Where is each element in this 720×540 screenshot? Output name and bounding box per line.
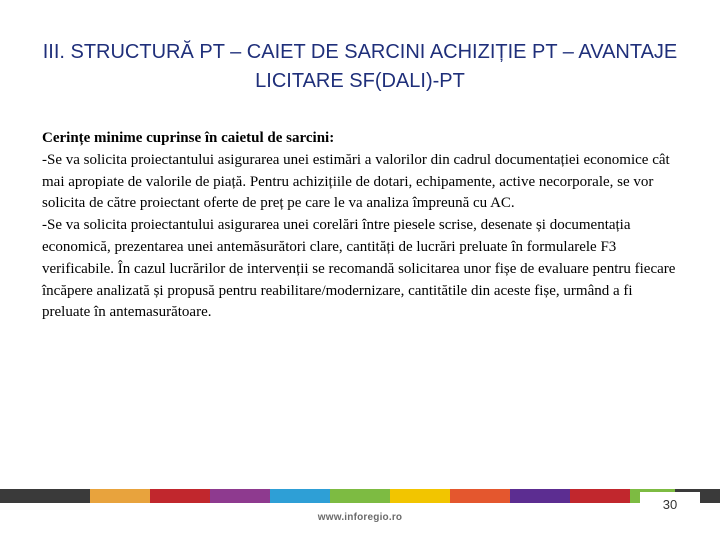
stripe-segment [570, 489, 630, 503]
requirement-paragraph-1: -Se va solicita proiectantului asigurarea unei estimări a valorilor din cadrul documentației economice cât mai apropiate de valorile de piață. Pentru achizițiile de dotari, echipamente, active necorporale, se vor solicita de către proiectant oferte de preț pe care le va analiza împreună cu AC. [42, 151, 670, 212]
stripe-segment [0, 489, 90, 503]
stripe-segment [270, 489, 330, 503]
requirement-paragraph-2: -Se va solicita proiectantului asigurarea unei corelări între piesele scrise, desenate și documentația economică, prezentarea unei antemăsurători clare, cantități de lucrări preluate în formularele F3 verificabile. În cazul lucrărilor de intervenții se recomandă solicitarea unor fișe de evaluare pentru fiecare încăpere analizată și propusă pentru reabilitare/modernizare, cantitătile din aceste fișe, urmând a fi preluate în antemasurătoare. [42, 217, 676, 321]
requirements-heading: Cerințe minime cuprinse în caietul de sarcini: [42, 130, 335, 146]
stripe-segment [210, 489, 270, 503]
footer-color-stripe [0, 489, 720, 503]
slide-title: III. STRUCTURĂ PT – CAIET DE SARCINI ACHIZIȚIE PT – AVANTAJE LICITARE SF(DALI)-PT [42, 41, 678, 92]
slide-body [42, 128, 682, 324]
stripe-segment [450, 489, 510, 503]
stripe-segment [390, 489, 450, 503]
page-number: 30 [640, 492, 700, 518]
stripe-segment [330, 489, 390, 503]
stripe-segment [150, 489, 210, 503]
footer-url: www.inforegio.ro [317, 512, 403, 523]
stripe-segment [90, 489, 150, 503]
stripe-segment [510, 489, 570, 503]
